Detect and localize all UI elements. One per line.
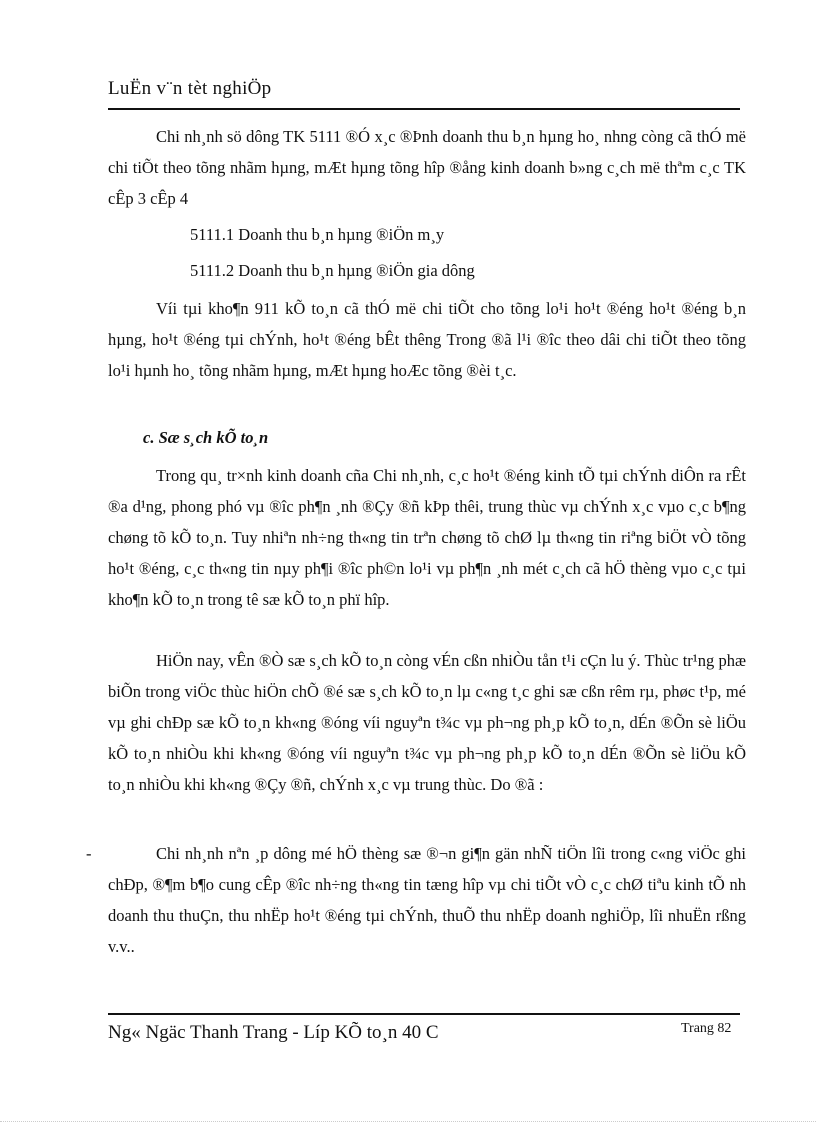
list-dash-marker: - (86, 844, 92, 863)
paragraph-recommendation: Chi nh¸nh nªn ¸p dông mé hÖ thèng sæ ®¬n gi¶n gän nhÑ tiÖn lîi trong c«ng viÖc ghi chÐp, ®¶m b¶o cung cÊp ®îc nh÷ng th«ng tin tæng hîp vµ chi tiÕt vÒ c¸c chØ tiªu kinh tÕ nh doanh thu thuÇn, thu nhËp ho¹t ®éng tµi chÝnh, thuÕ thu nhËp doanh nghiÖp, lîi nhuËn rßng v.v.. (108, 844, 746, 956)
paragraph-account-911: Víi tµi kho¶n 911 kÕ to¸n cã thÓ më chi tiÕt cho tõng lo¹i ho¹t ®éng ho¹t ®éng b¸n hµng, ho¹t ®éng tµi chÝnh, ho¹t ®éng bÊt thêng Trong ®ã l¹i ®îc theo dâi chi tiÕt theo tõng lo¹i hµnh ho¸ tõng nhãm hµng, mÆt hµng hoÆc tõng ®èi t¸c. (108, 299, 746, 380)
section-heading-bookkeeping: c. Sæ s¸ch kÕ to¸n (143, 428, 269, 447)
list-item-revenue-electric: 5111.1 Doanh thu b¸n hµng ®iÖn m¸y (190, 225, 445, 244)
footer-rule (108, 1013, 740, 1015)
page-header-title: LuËn v¨n tèt nghiÖp (108, 78, 272, 99)
header-rule (108, 108, 740, 110)
page-bottom-divider (0, 1121, 816, 1122)
paragraph-business-process: Trong qu¸ tr×nh kinh doanh cña Chi nh¸nh, c¸c ho¹t ®éng kinh tÕ tµi chÝnh diÔn ra rÊt ®a d¹ng, phong phó vµ ®îc ph¶n ¸nh ®Çy ®ñ kÞp thêi, trung thùc vµ chÝnh x¸c vµo c¸c b¶ng chøng tõ kÕ to¸n. Tuy nhiªn nh÷ng th«ng tin trªn chøng tõ chØ lµ th«ng tin riªng biÖt vÒ tõng ho¹t ®éng, c¸c th«ng tin nµy ph¶i ®îc ph©n lo¹i vµ ph¶n ¸nh mét c¸ch cã hÖ thèng vµo c¸c tµi kho¶n kÕ to¸n trong tê sæ kÕ to¸n phï hîp. (108, 466, 746, 609)
paragraph-revenue-account: Chi nh¸nh sö dông TK 5111 ®Ó x¸c ®Þnh doanh thu b¸n hµng ho¸ nhng còng cã thÓ më chi tiÕt theo tõng nhãm hµng, mÆt hµng tõng hîp ®ång kinh doanh b»ng c¸ch më thªm c¸c TK cÊp 3 cÊp 4 (108, 127, 746, 208)
footer-author: Ng« Ngäc Thanh Trang - Líp KÕ to¸n 40 C (108, 1022, 439, 1043)
footer-page-number: Trang 82 (681, 1021, 732, 1036)
paragraph-current-issues: HiÖn nay, vÊn ®Ò sæ s¸ch kÕ to¸n còng vÉn cßn nhiÒu tån t¹i cÇn lu ý. Thùc tr¹ng phæ biÕn trong viÖc thùc hiÖn chÕ ®é sæ s¸ch kÕ to¸n lµ c«ng t¸c ghi sæ cßn rêm rµ, phøc t¹p, mé vµ ghi chÐp sæ kÕ to¸n kh«ng ®óng víi nguyªn t¾c vµ ph¬ng ph¸p kÕ to¸n, dÉn ®Õn sè liÖu kÕ to¸n nhiÒu khi kh«ng ®óng víi nguyªn t¾c vµ ph¬ng ph¸p kÕ to¸n dÉn ®Õn sè liÖu kÕ to¸n nhiÒu khi kh«ng ®Çy ®ñ, chÝnh x¸c vµ trung thùc. Do ®ã : (108, 651, 746, 794)
list-item-revenue-household: 5111.2 Doanh thu b¸n hµng ®iÖn gia dông (190, 261, 475, 280)
